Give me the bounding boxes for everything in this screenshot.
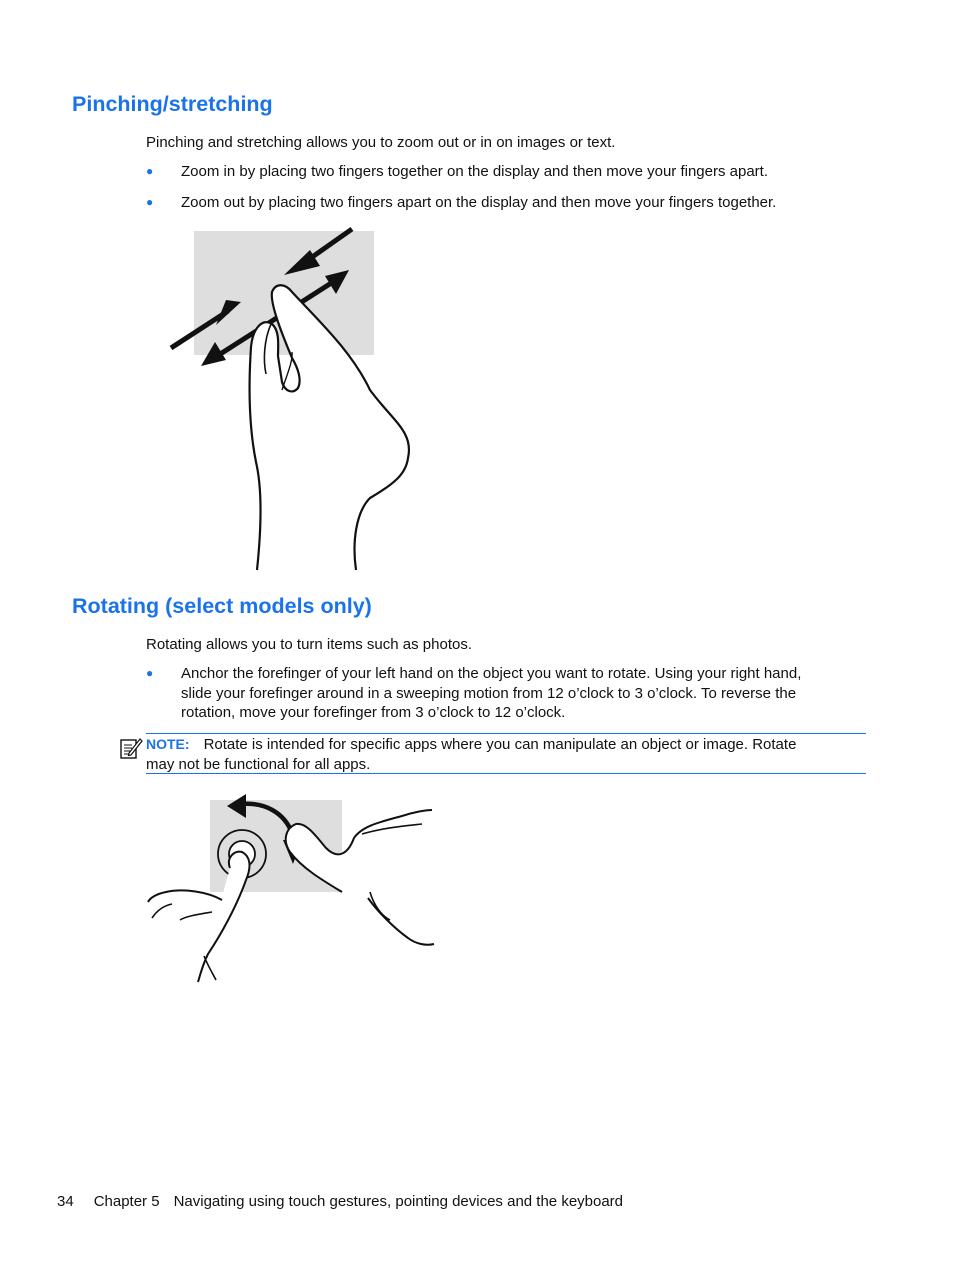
list-item: [146, 193, 846, 213]
note-icon: [119, 736, 143, 760]
section-heading-rotating: Rotating (select models only): [72, 594, 372, 618]
pinching-intro: Pinching and stretching allows you to zoom out or in on images or text.: [146, 134, 616, 151]
bullet-icon: ●: [146, 666, 154, 680]
list-item: [146, 162, 846, 182]
rotating-bullet-list: [146, 664, 846, 734]
bullet-text: Zoom in by placing two fingers together on the display and then move your fingers apart.: [181, 163, 768, 180]
bullet-text-line: Anchor the forefinger of your left hand on the object you want to rotate. Using your right hand,: [181, 665, 802, 682]
bullet-text: Zoom out by placing two fingers apart on the display and then move your fingers together.: [181, 194, 777, 211]
note-text: Rotate is intended for specific apps where you can manipulate an object or image. Rotate: [203, 736, 797, 753]
list-item: [146, 664, 846, 723]
note-label: NOTE:: [146, 736, 190, 752]
bullet-text-line: slide your forefinger around in a sweeping motion from 12 o’clock to 3 o’clock. To reverse the: [181, 684, 797, 702]
bullet-icon: ●: [146, 195, 154, 209]
rotate-gesture-illustration: [142, 788, 442, 988]
pinching-bullet-list: [146, 162, 846, 224]
footer-title: Navigating using touch gestures, pointing devices and the keyboard: [173, 1193, 624, 1210]
rotating-intro: Rotating allows you to turn items such as photos.: [146, 636, 473, 653]
bullet-icon: ●: [146, 164, 154, 178]
pinch-stretch-gesture-illustration: [160, 222, 420, 574]
note-box: [146, 733, 866, 774]
page-number: 34: [57, 1193, 74, 1210]
bullet-text-line: rotation, move your forefinger from 3 o’clock to 12 o’clock.: [181, 704, 566, 721]
footer-chapter: Chapter 5: [93, 1193, 160, 1210]
page-footer: [57, 1192, 623, 1211]
note-line: [146, 735, 866, 755]
note-text-line: may not be functional for all apps.: [146, 755, 371, 773]
section-heading-pinching: Pinching/stretching: [72, 92, 273, 116]
